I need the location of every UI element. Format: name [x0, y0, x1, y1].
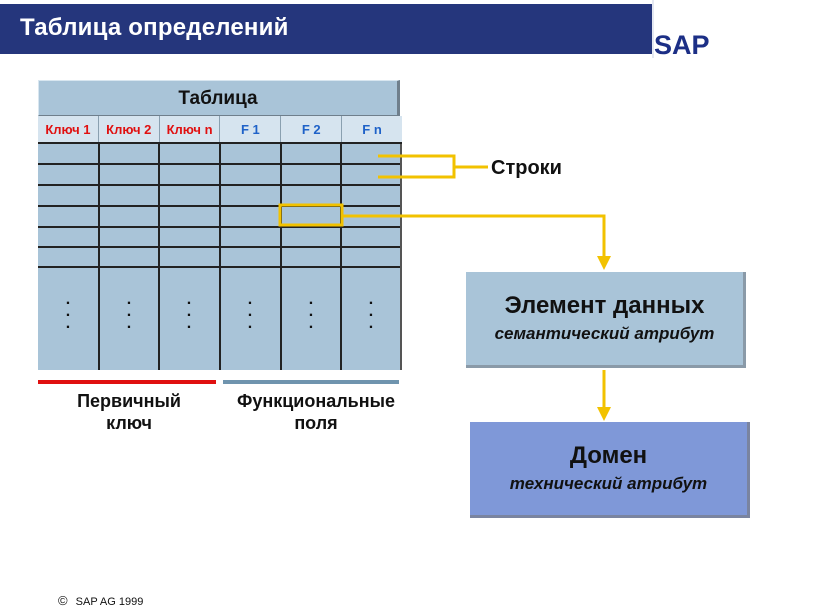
ellipsis-vertical-icon: . . . [247, 291, 253, 332]
column-header-field-1: F 1 [220, 116, 281, 142]
column-header-key-2: Ключ 2 [99, 116, 160, 142]
ellipsis-vertical-icon: . . . [368, 291, 374, 332]
primary-key-underline [38, 380, 216, 384]
domain-box [470, 422, 750, 518]
domain-subtitle: технический атрибут [509, 474, 708, 493]
functional-fields-caption-line1: Функциональные [236, 391, 396, 411]
ellipsis-vertical-icon: . . . [65, 291, 71, 332]
field-to-data-element-line [342, 216, 604, 258]
footer [58, 593, 143, 608]
functional-fields-caption [218, 390, 414, 434]
primary-key-caption-line2: ключ [106, 413, 152, 433]
domain-title: Домен [569, 442, 648, 469]
functional-fields-caption-line2: поля [294, 413, 338, 433]
rows-label: Строки [491, 157, 562, 179]
primary-key-caption-line1: Первичный [77, 391, 181, 411]
data-element-title: Элемент данных [504, 292, 705, 319]
arrowhead-down-icon [597, 407, 611, 421]
page-title: Таблица определений [20, 14, 289, 41]
footer-text: SAP AG 1999 [75, 596, 144, 608]
rows-bracket-bottom [378, 167, 454, 177]
ellipsis-vertical-icon: . . . [308, 291, 314, 332]
functional-fields-underline [223, 380, 399, 384]
data-element-subtitle: семантический атрибут [494, 324, 715, 343]
column-header-key-1: Ключ 1 [38, 116, 99, 142]
data-element-box [466, 272, 746, 368]
rows-bracket-top [378, 156, 454, 167]
primary-key-caption [38, 390, 220, 434]
ellipsis-vertical-icon: . . . [126, 291, 132, 332]
arrowhead-down-icon [597, 256, 611, 270]
column-header-key-n: Ключ n [160, 116, 221, 142]
column-header-field-2: F 2 [281, 116, 342, 142]
column-header-field-n: F n [362, 122, 382, 137]
copyright-icon: © [58, 593, 68, 608]
ellipsis-vertical-icon: . . . [186, 291, 192, 332]
table-title: Таблица [38, 80, 400, 116]
sap-logo-text: SAP [654, 30, 710, 60]
field-highlight [280, 205, 342, 225]
